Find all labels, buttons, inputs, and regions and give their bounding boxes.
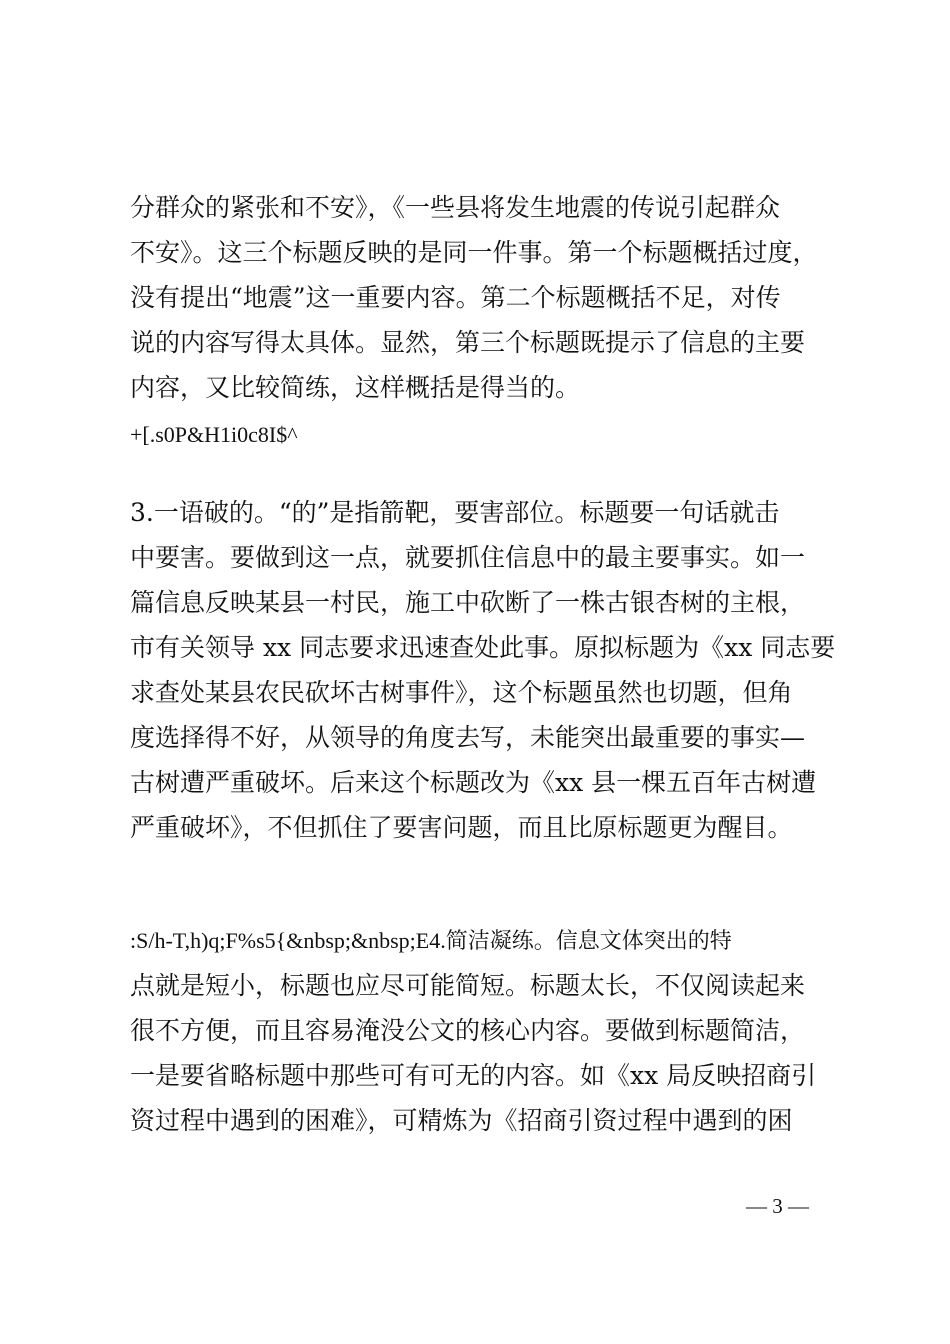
text-line-2: 不安》。这三个标题反映的是同一件事。第一个标题概括过度， — [130, 238, 818, 267]
text-line-9: 市有关领导 xx 同志要求迅速查处此事。原拟标题为《xx 同志要 — [130, 633, 836, 662]
text-line-5: 内容，又比较简练，这样概括是得当的。 — [130, 373, 581, 402]
text-line-1: 分群众的紧张和不安》，《一些县将发生地震的传说引起群众 — [130, 193, 781, 222]
text-line-14: 点就是短小，标题也应尽可能简短。标题太长，不仅阅读起来 — [130, 971, 806, 1000]
text-line-16: 一是要省略标题中那些可有可无的内容。如《xx 局反映招商引 — [130, 1061, 817, 1090]
text-line-11: 度选择得不好，从领导的角度去写，未能突出最重要的事实— — [130, 723, 806, 752]
text-line-17: 资过程中遇到的困难》，可精炼为《招商引资过程中遇到的困 — [130, 1106, 793, 1135]
garbled-code-line-1: +[.s0P&H1i0c8I$^ — [130, 422, 298, 447]
text-line-15: 很不方便，而且容易淹没公文的核心内容。要做到标题简洁， — [130, 1016, 806, 1045]
text-line-6: 3.一语破的。“的”是指箭靶，要害部位。标题要一句话就击 — [130, 498, 780, 527]
text-line-3: 没有提出“地震”这一重要内容。第二个标题概括不足，对传 — [130, 283, 781, 312]
text-line-12: 古树遭严重破坏。后来这个标题改为《xx 县一棵五百年古树遭 — [130, 768, 817, 797]
text-line-7: 中要害。要做到这一点，就要抓住信息中的最主要事实。如一 — [130, 543, 806, 572]
garbled-code-line-2: :S/h-T,h)q;F%s5{&nbsp;&nbsp;E4.简洁凝练。信息文体突出的特 — [130, 928, 732, 953]
page-number: — 3 — — [746, 1194, 809, 1218]
text-line-10: 求查处某县农民砍坏古树事件》，这个标题虽然也切题，但角 — [130, 678, 793, 707]
text-line-8: 篇信息反映某县一村民，施工中砍断了一株古银杏树的主根， — [130, 588, 806, 617]
text-line-13: 严重破坏》，不但抓住了要害问题，而且比原标题更为醒目。 — [130, 813, 793, 842]
text-line-4: 说的内容写得太具体。显然，第三个标题既提示了信息的主要 — [130, 328, 806, 357]
